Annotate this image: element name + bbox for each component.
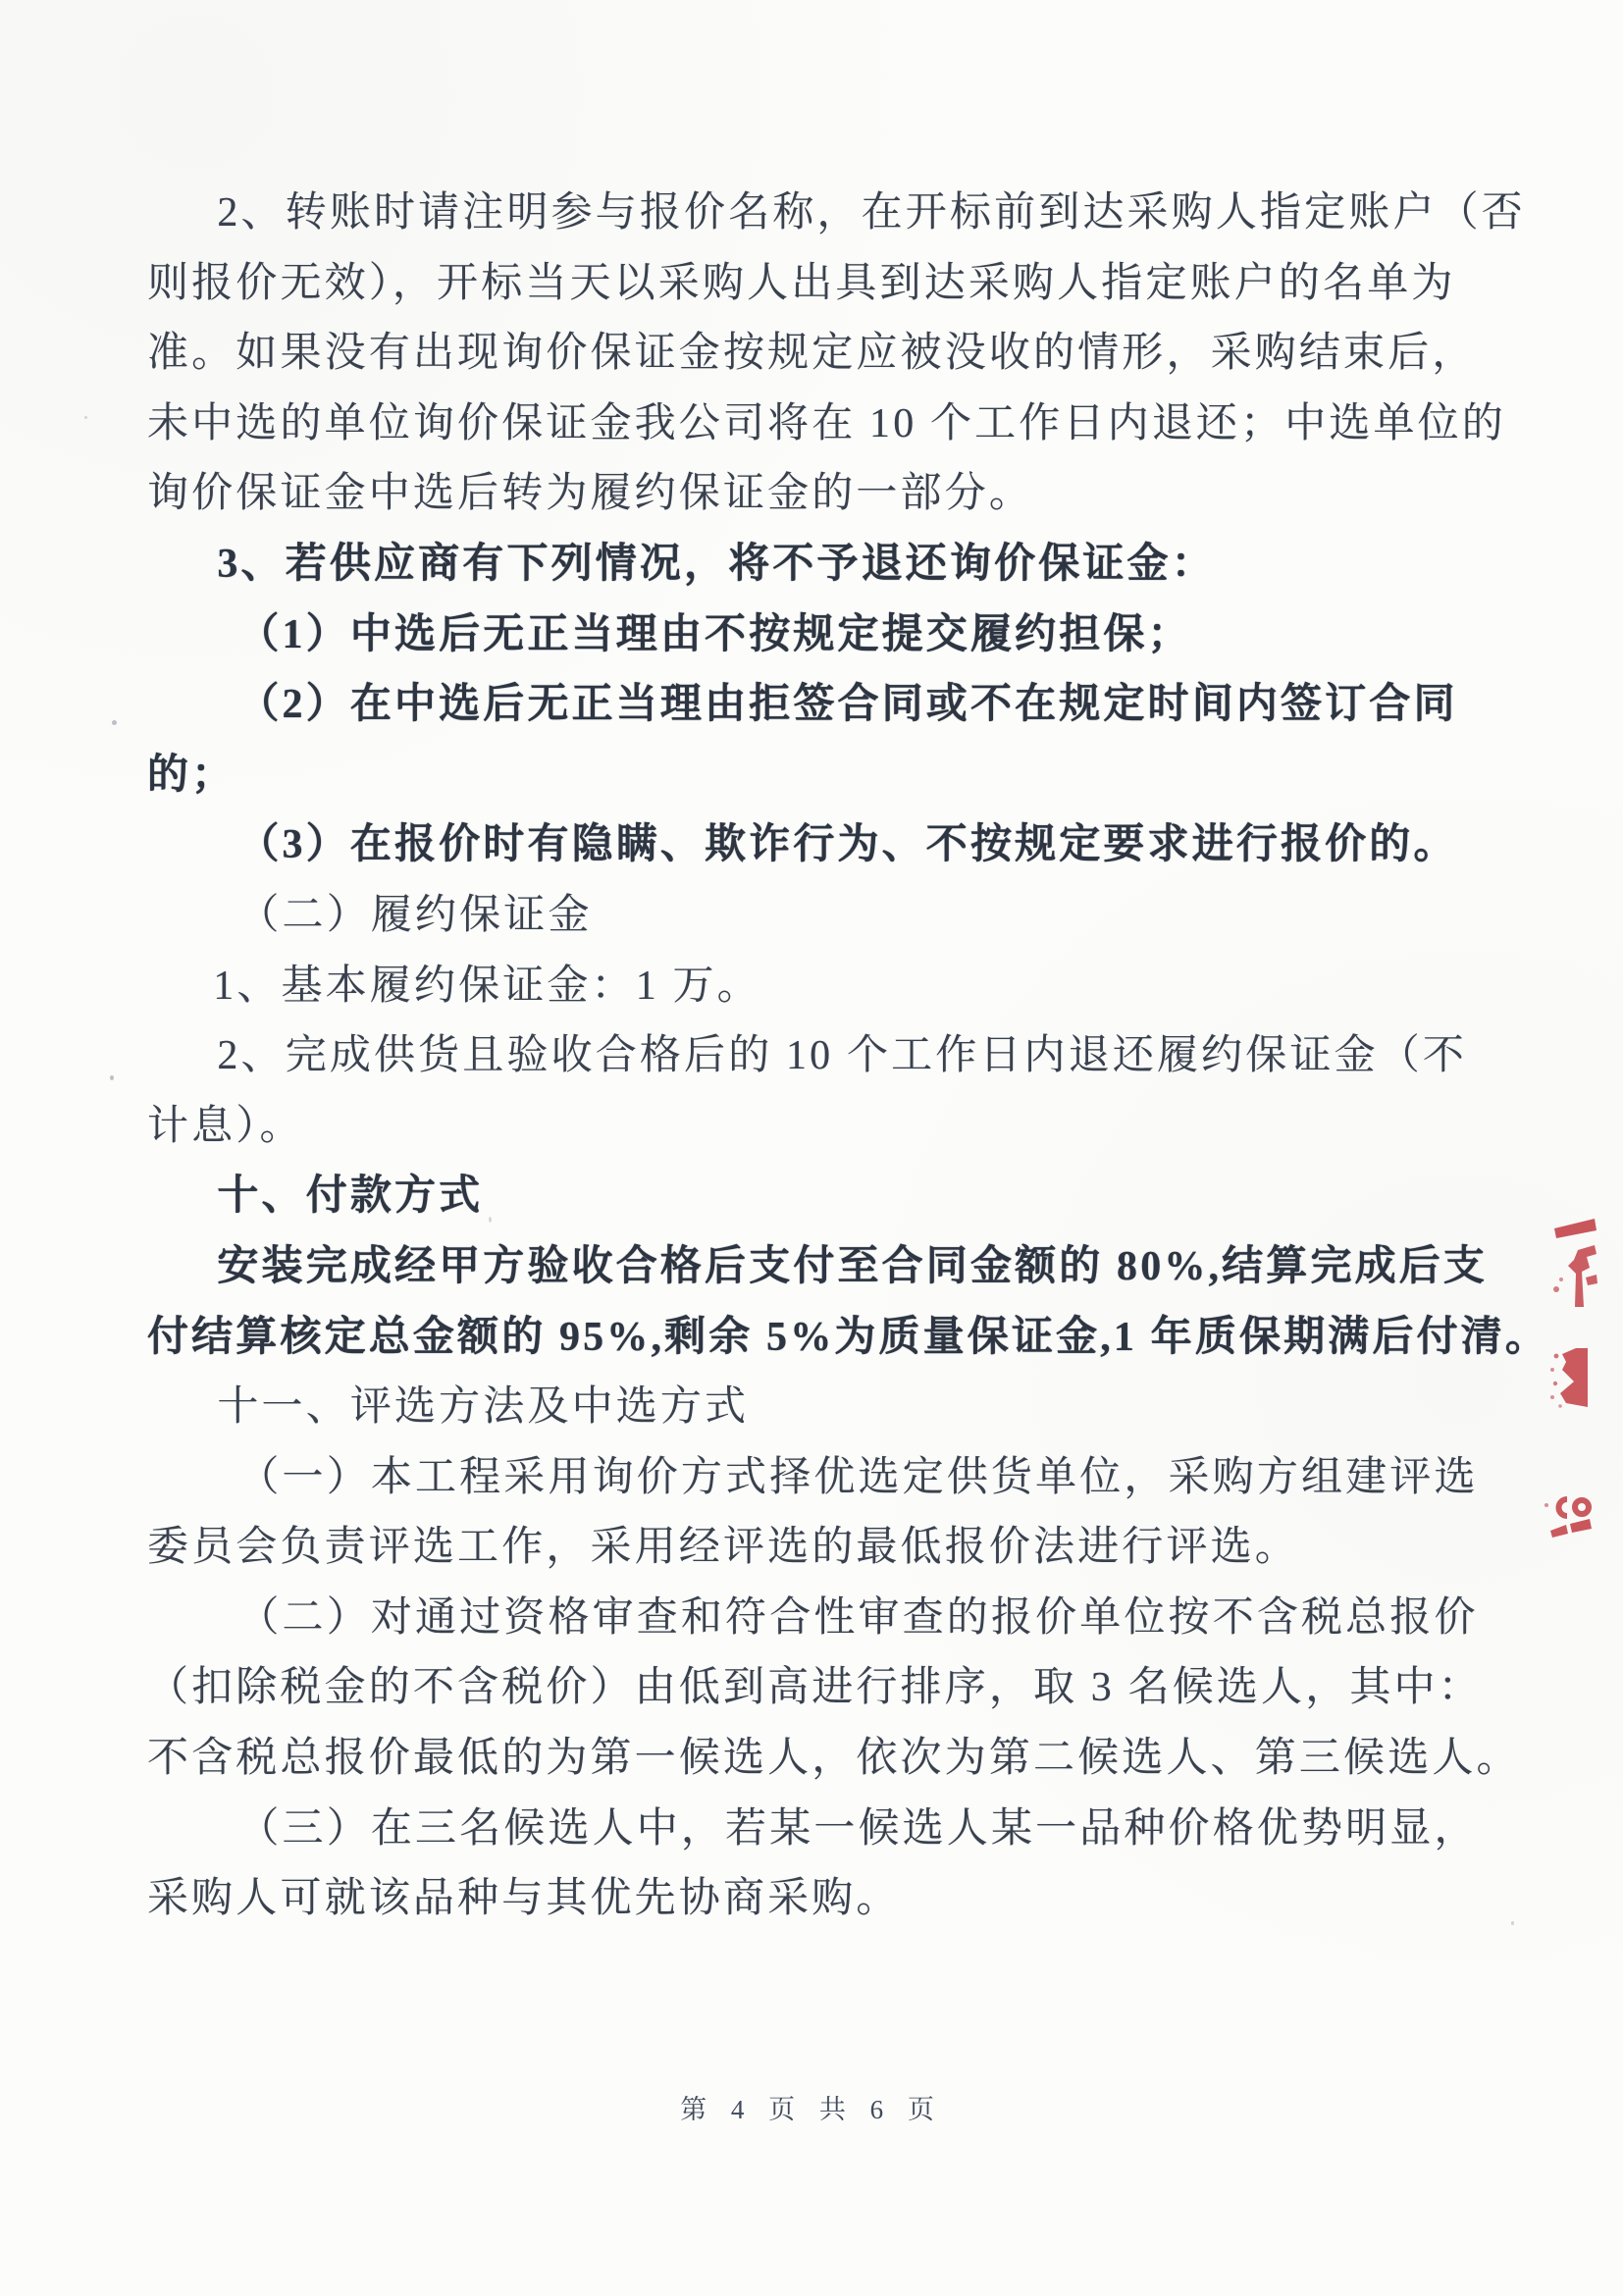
text-line [147, 1584, 1499, 1654]
text-line [147, 1724, 1521, 1795]
text-line [147, 600, 1499, 671]
text-line-content: 付结算核定总金额的 95%,剩余 5%为质量保证金,1 年质保期满后付清。 [147, 1314, 1550, 1360]
text-line-content: 未中选的单位询价保证金我公司将在 10 个工作日内退还；中选单位的 [147, 400, 1506, 446]
text-line-content: 2、转账时请注明参与报价名称，在开标前到达采购人指定账户（否 [217, 190, 1526, 235]
text-line-content: （三）在三名候选人中，若某一候选人某一品种价格优势明显， [237, 1805, 1479, 1852]
text-line-content: 计息）。 [147, 1103, 304, 1149]
page-number: 第 4 页 共 6 页 [680, 2095, 943, 2124]
scan-speck [84, 416, 87, 419]
text-line [147, 952, 1499, 1022]
text-line [147, 390, 1506, 460]
text-line-content: 不含税总报价最低的为第一候选人，依次为第二候选人、第三候选人。 [147, 1736, 1521, 1782]
text-line [147, 1092, 1499, 1163]
text-line [147, 1232, 1499, 1303]
page-footer [0, 2088, 1623, 2126]
text-line [147, 1513, 1499, 1584]
scan-speck [1511, 1921, 1514, 1925]
text-line-content: 2、完成供货且验收合格后的 10 个工作日内退还履约保证金（不 [217, 1033, 1468, 1079]
text-line-content: 委员会负责评选工作，采用经评选的最低报价法进行评选。 [147, 1525, 1299, 1571]
text-line [147, 319, 1499, 390]
text-line-content: （2）在中选后无正当理由拒签合同或不在规定时间内签订合同 [237, 682, 1458, 728]
text-line-content: 询价保证金中选后转为履约保证金的一部分。 [147, 471, 1034, 517]
text-line [147, 530, 1499, 600]
scan-speck [112, 720, 117, 725]
text-line-content: （二）对通过资格审查和符合性审查的报价单位按不含税总报价 [237, 1594, 1479, 1641]
text-line [147, 1653, 1499, 1724]
document-body [147, 179, 1550, 1935]
red-seal-fragment-top-icon [1548, 1217, 1599, 1311]
red-seal-fragment-bottom-icon [1541, 1491, 1592, 1539]
text-line-content: 十、付款方式 [217, 1174, 484, 1220]
text-line-content: 十一、评选方法及中选方式 [217, 1384, 750, 1431]
scan-speck [489, 1217, 492, 1223]
text-line [147, 810, 1499, 881]
text-line-content: 1、基本履约保证金：1 万。 [213, 963, 761, 1009]
text-line-content: 则报价无效），开标当天以采购人出具到达采购人指定账户的名单为 [147, 260, 1456, 306]
text-line [147, 1303, 1550, 1374]
text-line [147, 741, 1499, 811]
scan-speck [110, 1075, 114, 1080]
text-line-content: （一）本工程采用询价方式择优选定供货单位，采购方组建评选 [237, 1454, 1479, 1500]
red-seal-fragment-middle-icon [1546, 1346, 1590, 1411]
text-line-content: （1）中选后无正当理由不按规定提交履约担保； [237, 611, 1192, 657]
text-line-content: 准。如果没有出现询价保证金按规定应被没收的情形，采购结束后， [147, 331, 1477, 377]
text-line [147, 1162, 1499, 1232]
text-line [147, 1795, 1499, 1865]
text-line-content: （扣除税金的不含税价）由低到高进行排序，取 3 名候选人，其中： [147, 1665, 1483, 1711]
text-line-content: （二）履约保证金 [237, 892, 593, 938]
text-line-content: 安装完成经甲方验收合格后支付至合同金额的 80%,结算完成后支 [217, 1243, 1489, 1289]
text-line-content: （3）在报价时有隐瞒、欺诈行为、不按规定要求进行报价的。 [237, 822, 1458, 868]
text-line [147, 249, 1499, 320]
text-line [147, 459, 1499, 530]
text-line [147, 1373, 1499, 1443]
text-line-content: 的； [147, 752, 236, 798]
text-line [147, 1864, 1499, 1935]
text-line [147, 1021, 1499, 1092]
text-line [147, 881, 1499, 952]
text-line [147, 179, 1526, 249]
text-line-content: 3、若供应商有下列情况，将不予退还询价保证金： [217, 541, 1216, 587]
text-line [147, 1443, 1499, 1514]
text-line [147, 670, 1499, 741]
text-line-content: 采购人可就该品种与其优先协商采购。 [147, 1876, 901, 1922]
